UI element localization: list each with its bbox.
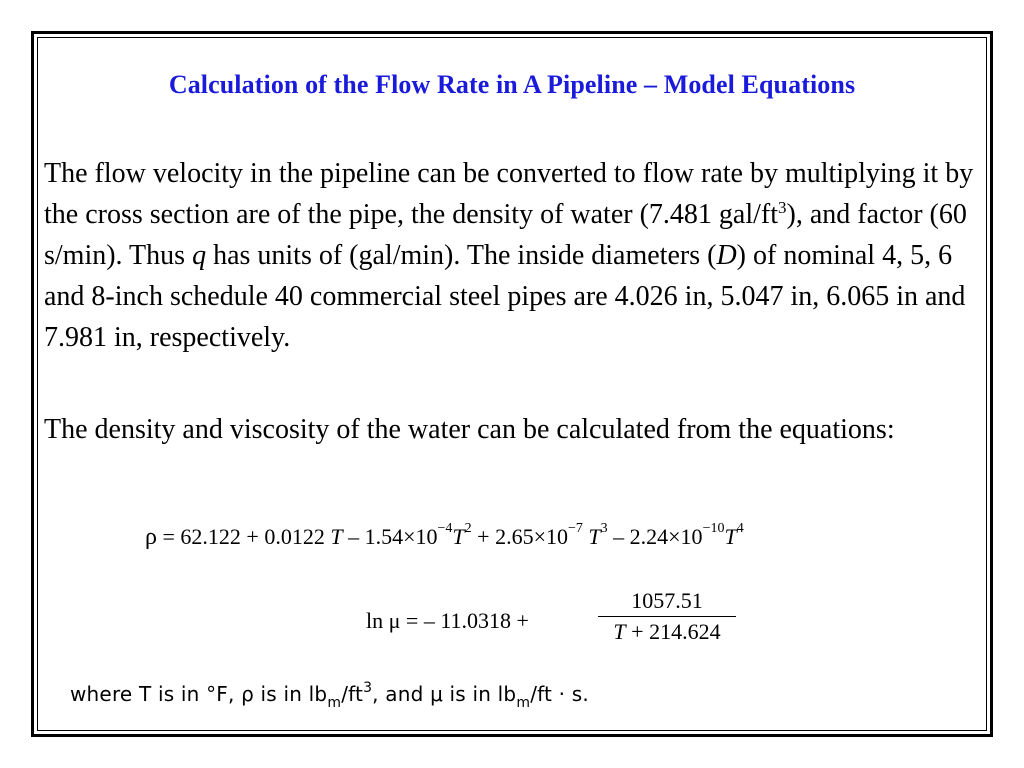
density-symbol: ρ: [145, 524, 157, 550]
units-text-3: , and μ is in lb: [372, 682, 517, 706]
viscosity-fraction: [598, 588, 736, 645]
variable-q: q: [192, 240, 207, 271]
eq1-var-T-1: T: [330, 524, 343, 549]
para1-superscript: 3: [778, 198, 787, 217]
eq1-term-3: + 2.65×10: [471, 524, 568, 549]
para1-text-2: ), and factor (60 s/min). Thus: [44, 199, 967, 271]
fraction-denominator: [598, 617, 736, 645]
slide-title: Calculation of the Flow Rate in A Pipeline – Model Equations: [168, 70, 856, 99]
eq1-exp-2: −7: [567, 521, 583, 536]
para1-text-4: ) of nominal 4, 5, 6 and 8-inch schedule 40 commercial steel pipes are 4.026 in, 5.047 in, 6.065 in and 7.981 in, respectively.: [44, 240, 966, 353]
viscosity-equation: [366, 588, 766, 658]
units-text-1: where T is in °F, ρ is in lb: [70, 682, 328, 706]
eq1-power-3: 3: [600, 521, 608, 536]
fraction-numerator: 1057.51: [598, 588, 736, 617]
units-sub-m-2: m: [516, 695, 531, 711]
eq1-power-2: 2: [464, 521, 472, 536]
eq1-term-1: 62.122 + 0.0122: [180, 524, 331, 549]
units-text-4: /ft · s.: [530, 682, 589, 706]
eq1-term-2: – 1.54×10: [342, 524, 438, 549]
eq1-power-4: 4: [736, 521, 744, 536]
para1-text-1: The flow velocity in the pipeline can be converted to flow rate by multiplying it by the cross section are of the pipe, the density of water (7.481 gal/ft: [44, 158, 974, 230]
denominator-var-T: T: [613, 619, 626, 644]
units-note: [70, 680, 589, 711]
eq1-var-T-2: T: [452, 524, 465, 549]
para1-text-3: has units of (gal/min). The inside diameters (: [206, 240, 717, 271]
paragraph-density-viscosity: The density and viscosity of the water can be calculated from the equations:: [44, 414, 895, 445]
denominator-rest: + 214.624: [625, 619, 721, 644]
units-text-2: /ft: [341, 682, 364, 706]
units-sup-3: 3: [363, 680, 373, 696]
units-sub-m-1: m: [327, 695, 342, 711]
eq1-exp-1: −4: [437, 521, 453, 536]
eq1-term-4: – 2.24×10: [607, 524, 703, 549]
eq1-equals: =: [156, 524, 181, 549]
eq1-var-T-4: T: [724, 524, 737, 549]
variable-D: D: [716, 240, 737, 271]
viscosity-lhs: ln μ = – 11.0318 +: [366, 608, 529, 633]
density-equation: [145, 521, 744, 551]
eq1-exp-3: −10: [702, 521, 725, 536]
paragraph-flow-rate: [44, 153, 979, 358]
eq1-var-T-3: T: [588, 524, 601, 549]
